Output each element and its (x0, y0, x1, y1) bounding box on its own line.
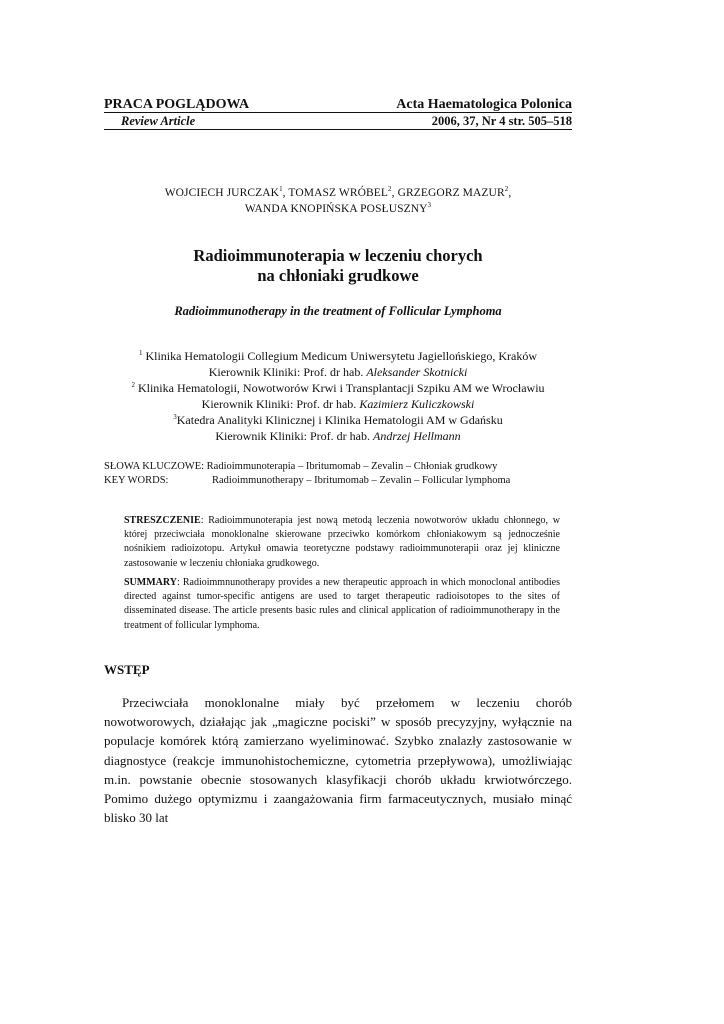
author-2: TOMASZ WRÓBEL (288, 187, 389, 199)
affiliation-3-head-name: Andrzej Hellmann (373, 429, 461, 443)
author-3: GRZEGORZ MAZUR (397, 187, 505, 199)
abstract-en-text: : Radioimmnunotherapy provides a new therapeutic approach in which monoclonal antibodies directed against tumor-specific antigens are used to target therapeutic radioisotopes to the sites of disseminated disease. The article presents basic rules and clinical application of radioimmunotherapy in the treatment of follicular lymphoma. (124, 577, 560, 631)
affiliation-1-head-name: Aleksander Skotnicki (366, 365, 468, 379)
journal-name: Acta Haematologica Polonica (396, 97, 572, 112)
authors-line-1: WOJCIECH JURCZAK$^1$, TOMASZ WRÓBEL$^2$, GRZEGORZ MAZUR$^2$, (164, 185, 512, 199)
journal-citation: 2006, 37, Nr 4 str. 505–518 (431, 114, 572, 128)
author-2-sup: 2 (388, 185, 392, 194)
affiliation-2-head (104, 396, 572, 412)
section-heading: WSTĘP (104, 662, 150, 677)
keywords-en (104, 474, 584, 488)
affiliation-1 (104, 348, 572, 364)
affiliation-2 (104, 380, 572, 396)
affiliation-1-text: Klinika Hematologii Collegium Medicum Uniwersytetu Jagiellońskiego, Kraków (145, 349, 538, 363)
article-type-en: Review Article (121, 114, 196, 128)
authors-line-2 (104, 201, 572, 217)
affiliation-1-head (104, 364, 572, 380)
affiliation-3-head (104, 428, 572, 444)
keywords-pl (104, 460, 584, 474)
title-line-1: Radioimmunoterapia w leczeniu chorych (193, 246, 483, 265)
header-rule-bottom (104, 129, 572, 130)
article-type-pl: PRACA POGLĄDOWA (104, 97, 250, 112)
keywords-pl-label: SŁOWA KLUCZOWE: (104, 461, 205, 472)
keywords (104, 460, 584, 488)
author-3-sup: 2 (504, 185, 509, 194)
header-rule-top (104, 112, 572, 113)
author-4: WANDA KNOPIŃSKA POSŁUSZNY (244, 203, 428, 215)
header-right (360, 97, 572, 130)
affiliation-3-sup: 3 (173, 413, 177, 421)
keywords-en-label: KEY WORDS: (104, 475, 169, 486)
title-line-2: na chłoniaki grudkowe (257, 266, 419, 285)
author-4-sup: 3 (427, 201, 432, 210)
affiliation-2-head-name: Kazimierz Kuliczkowski (359, 397, 475, 411)
body-paragraph: Przeciwciała monoklonalne miały być przełomem w leczeniu chorób nowotworowych, działając jak „magiczne pociski” w sposób precyzyjny, wyłącznie na populacje komórek którą zamierzano wyeliminować. Szybko znalazły zastosowanie w diagnostyce (reakcje immunohistochemiczne, cytometria przepływowa), umożliwiając m.in. powstanie obecnie stosowanych klasyfikacji chorób układu krwiotwórczego. Pomimo dużego optymizmu i zaangażowania firm farmaceutycznych, musiało minąć blisko 30 lat (104, 695, 572, 826)
author-1: WOJCIECH JURCZAK (164, 187, 280, 199)
article-title-english: Radioimmunotherapy in the treatment of Follicular Lymphoma (174, 304, 502, 318)
authors (104, 185, 572, 217)
affiliation-2-text: Klinika Hematologii, Nowotworów Krwi i Transplantacji Szpiku AM we Wrocławiu (137, 381, 545, 395)
abstract-pl (124, 514, 560, 571)
abstract-pl-text: : Radioimmunoterapia jest nową metodą leczenia nowotworów układu chłonnego, w której przeciwciała monoklonalne skierowane przeciwko komórkom chłoniakowym są jednocześnie nośnikiem radioizotopu. Artykuł omawia teoretyczne podstawy radioimmunoterapii oraz jej kliniczne zastosowanie w leczeniu chłoniaka grudkowego. (124, 515, 560, 569)
affiliation-3-head-prefix: Kierownik Kliniki: Prof. dr hab. (215, 429, 370, 443)
affiliation-2-head-prefix: Kierownik Kliniki: Prof. dr hab. (201, 397, 357, 411)
abstract-pl-label: STRESZCZENIE (124, 515, 201, 526)
affiliation-3 (104, 412, 572, 428)
abstract-en (124, 576, 560, 633)
affiliation-1-head-prefix: Kierownik Kliniki: Prof. dr hab. (208, 365, 364, 379)
author-1-sup: 1 (279, 185, 283, 194)
header-left (104, 97, 364, 130)
article-title (104, 246, 572, 286)
affiliations (104, 348, 572, 444)
keywords-en-text: Radioimmunotherapy – Ibritumomab – Zevalin – Follicular lymphoma (212, 475, 511, 486)
keywords-pl-text: Radioimmunoterapia – Ibritumomab – Zevalin – Chłoniak grudkowy (206, 461, 498, 472)
affiliation-1-sup: 1 (138, 349, 143, 357)
affiliation-2-sup: 2 (131, 381, 135, 389)
abstract-en-label: SUMMARY (124, 577, 177, 588)
affiliation-3-text: Katedra Analityki Klinicznej i Klinika Hematologii AM w Gdańsku (176, 413, 503, 427)
